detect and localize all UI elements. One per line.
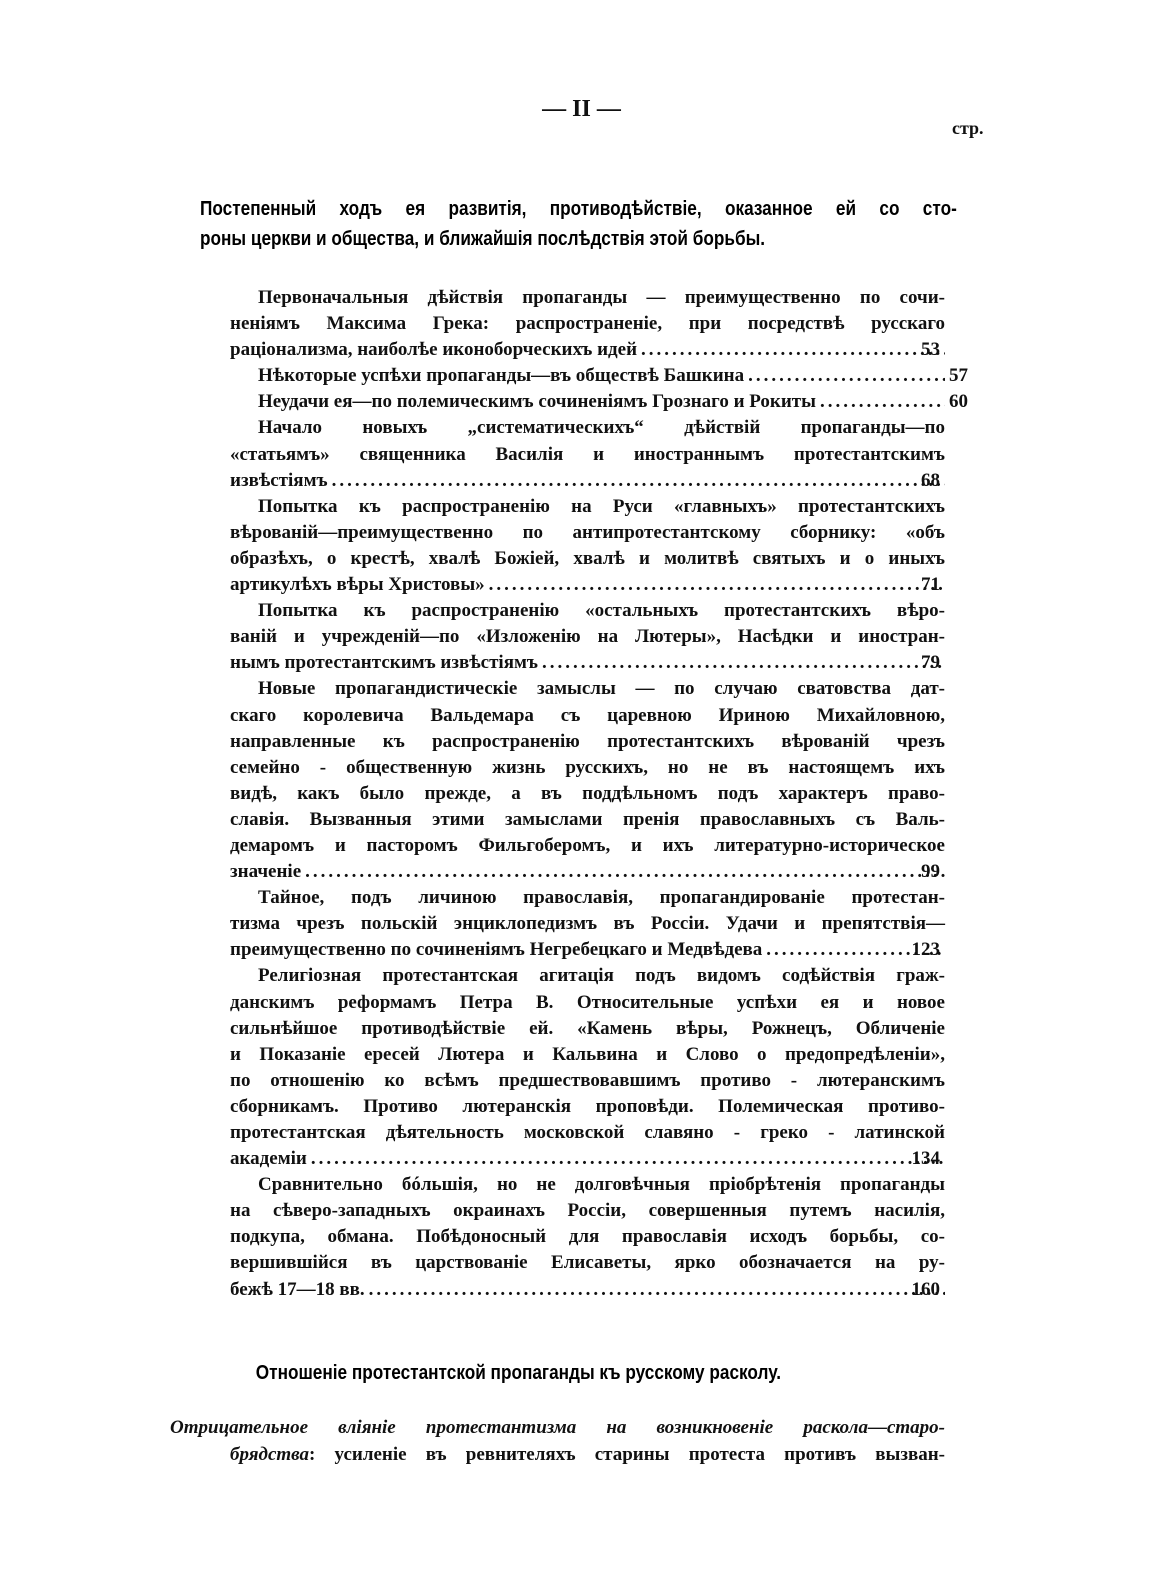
toc-line xyxy=(230,676,990,702)
toc-line-text: скаго королевича Вальдемара съ царевною Ириною Михайловною, xyxy=(230,704,945,726)
toc-line-text: Начало новыхъ „систематическихъ“ дѣйствій пропаганды—по xyxy=(258,417,945,439)
toc-line-text: Попытка къ распространенію «остальныхъ протестантскихъ вѣро- xyxy=(258,600,945,622)
toc-line xyxy=(230,859,945,885)
toc-line-text: семейно - общественную жизнь русскихъ, но не въ настоящемъ ихъ xyxy=(230,756,945,778)
toc-line-text: демаромъ и пасторомъ Фильгоберомъ, и ихъ литературно-историческое xyxy=(230,834,945,856)
toc-line-text: артикулѣхъ вѣры Христовы» xyxy=(230,574,485,596)
toc-line xyxy=(230,1042,990,1068)
toc-page-number: 53 xyxy=(921,339,940,361)
toc-entry xyxy=(230,389,990,415)
toc-line xyxy=(230,598,990,624)
toc-page-number: 123 xyxy=(911,939,940,961)
toc-line-text: Попытка къ распространенію на Руси «главныхъ» протестантскихъ xyxy=(258,495,945,517)
dot-leader xyxy=(641,337,945,363)
toc-line xyxy=(230,1094,990,1120)
toc-page-number: 71 xyxy=(921,574,940,596)
dot-leader xyxy=(311,1146,945,1172)
toc-line-text: вершившійся въ царствованіе Елисаветы, ярко обозначается на ру- xyxy=(230,1252,945,1274)
toc-line-text: Нѣкоторые успѣхи пропаганды—въ обществѣ Башкина xyxy=(258,365,745,387)
toc-line-text: извѣстіямъ xyxy=(230,469,328,491)
toc-line-text: Религіозная протестантская агитація подъ видомъ содѣйствія граж- xyxy=(258,965,945,987)
toc-page-number: 79 xyxy=(921,652,940,674)
toc-page-number: 99 xyxy=(921,861,940,883)
toc-line-text: неніямъ Максима Грека: распространеніе, при посредствѣ русскаго xyxy=(230,313,945,335)
toc-page-number: 68 xyxy=(921,469,940,491)
toc-line-text: образѣхъ, о крестѣ, хвалѣ Божіей, хвалѣ и молитвѣ святыхъ и о иныхъ xyxy=(230,547,945,569)
toc-line-text: вѣрованій—преимущественно по антипротестантскому сборнику: «объ xyxy=(230,521,945,543)
toc-page-number: 57 xyxy=(949,365,968,387)
toc-page-number: 160 xyxy=(911,1278,940,1300)
toc-line-text: видѣ, какъ было прежде, а въ поддѣльномъ подъ характеръ право- xyxy=(230,782,945,804)
toc-entry xyxy=(230,963,990,1172)
dot-leader xyxy=(820,389,945,415)
toc-page-number: 60 xyxy=(949,391,968,413)
toc-line-text: Неудачи ея—по полемическимъ сочиненіямъ Грознаго и Рокиты xyxy=(258,391,816,413)
toc-page-number: 134 xyxy=(911,1148,940,1170)
toc-line xyxy=(230,1068,990,1094)
dot-leader xyxy=(489,572,945,598)
toc-line xyxy=(230,781,990,807)
italic-text: брядства xyxy=(230,1444,310,1465)
toc-line-text: Первоначальныя дѣйствія пропаганды — преимущественно по сочи- xyxy=(258,287,945,308)
toc-line xyxy=(230,990,990,1016)
toc-line xyxy=(230,650,945,676)
toc-line xyxy=(258,363,968,389)
toc-line xyxy=(230,546,990,572)
toc-line xyxy=(230,729,990,755)
toc-line xyxy=(230,1224,990,1250)
heading-line: Постепенный ходъ ея развитія, противодѣйствіе, оказанное ей со сто- xyxy=(200,198,957,220)
toc-line-text: Новые пропагандистическіе замыслы — по случаю сватовства дат- xyxy=(258,678,945,700)
toc-line-text: данскимъ реформамъ Петра В. Относительные успѣхи ея и новое xyxy=(230,991,945,1013)
toc-line xyxy=(230,1120,990,1146)
toc-entry xyxy=(230,285,990,363)
toc-line-text: бежѣ 17—18 вв. xyxy=(230,1278,365,1300)
toc-line-text: славія. Вызванныя этими замыслами пренія православныхъ съ Валь- xyxy=(230,808,945,830)
toc-line xyxy=(230,885,990,911)
toc-line-text: и Показаніе ересей Лютера и Кальвина и Слово о предопредѣленіи», xyxy=(230,1043,945,1065)
paragraph-line xyxy=(170,1414,945,1441)
table-of-contents xyxy=(230,285,990,1303)
toc-line xyxy=(230,442,990,468)
paragraph-line xyxy=(230,1441,945,1468)
toc-entry xyxy=(230,598,990,676)
toc-line-text: по отношенію ко всѣмъ предшествовавшимъ противо - лютеранскимъ xyxy=(230,1069,945,1091)
toc-line-text: нымъ протестантскимъ извѣстіямъ xyxy=(230,652,539,674)
toc-line xyxy=(230,1198,990,1224)
toc-line xyxy=(230,1277,945,1303)
toc-entry xyxy=(230,676,990,885)
toc-line-text: академіи xyxy=(230,1148,307,1170)
toc-line xyxy=(230,963,990,989)
toc-entry xyxy=(230,363,990,389)
toc-line-text: раціонализма, наиболѣе иконоборческихъ идей xyxy=(230,339,638,361)
toc-line-text: тизма чрезъ польскій энциклопедизмъ въ Россіи. Удачи и препятствія— xyxy=(230,913,945,935)
toc-entry xyxy=(230,1172,990,1302)
toc-line-text: Тайное, подъ личиною православія, пропагандированіе протестан- xyxy=(258,887,945,909)
heading-line: роны церкви и общества, и ближайшія послѣдствія этой борьбы. xyxy=(200,228,766,250)
toc-line-text: сильнѣйшое противодѣйствіе ей. «Камень вѣры, Рожнецъ, Обличеніе xyxy=(230,1017,945,1039)
toc-line-text: подкупа, обмана. Побѣдоносный для православія исходъ борьбы, со- xyxy=(230,1226,945,1248)
toc-line xyxy=(230,1250,990,1276)
toc-line-text: Сравнительно бóльшія, но не долговѣчныя пріобрѣтенія пропаганды xyxy=(258,1174,945,1196)
toc-line xyxy=(230,833,990,859)
dot-leader xyxy=(332,468,945,494)
toc-line xyxy=(230,1146,945,1172)
toc-line-text: на сѣверо-западныхъ окраинахъ Россіи, совершенныя путемъ насилія, xyxy=(230,1200,945,1222)
toc-line xyxy=(230,911,990,937)
toc-line xyxy=(258,389,968,415)
toc-line-text: протестантская дѣятельность московской славяно - греко - латинской xyxy=(230,1122,945,1143)
toc-entry xyxy=(230,885,990,963)
toc-line xyxy=(230,572,945,598)
italic-text: Отрицательное вліяніе протестантизма на возникновеніе раскола—старо- xyxy=(170,1417,945,1438)
section-heading xyxy=(200,1358,960,1388)
toc-entry xyxy=(230,415,990,493)
page-column-label: стр. xyxy=(952,118,984,138)
toc-line xyxy=(230,807,990,833)
toc-line-text: преимущественно по сочиненіямъ Негребецкаго и Медвѣдева xyxy=(230,939,763,961)
toc-line xyxy=(230,494,990,520)
toc-line xyxy=(230,311,990,337)
toc-line-text: направленные къ распространенію протестантскихъ вѣрованій чрезъ xyxy=(230,730,945,752)
toc-line xyxy=(230,285,990,311)
dot-leader xyxy=(542,650,945,676)
toc-line xyxy=(230,755,990,781)
dot-leader xyxy=(748,363,945,389)
toc-line-text: значеніе xyxy=(230,861,302,883)
text: : усиленіе въ ревнителяхъ старины протеста противъ вызван- xyxy=(309,1444,945,1465)
toc-line xyxy=(230,937,945,963)
toc-line xyxy=(230,624,990,650)
toc-line xyxy=(230,468,945,494)
toc-line-text: ваній и учрежденій—по «Изложенію на Лютеры», Насѣдки и иностран- xyxy=(230,626,945,648)
toc-line-text: сборникамъ. Противо лютеранскія проповѣди. Полемическая противо- xyxy=(230,1095,945,1117)
toc-line xyxy=(230,415,990,441)
toc-line xyxy=(230,337,945,363)
toc-line xyxy=(230,703,990,729)
paragraph xyxy=(170,1414,945,1468)
heading-line: Отношеніе протестантской пропаганды къ русскому расколу. xyxy=(255,1362,782,1384)
dot-leader xyxy=(305,859,945,885)
page-number: — II — xyxy=(542,96,621,122)
toc-line-text: «статьямъ» священника Василія и иностраннымъ протестантскимъ xyxy=(230,443,945,465)
toc-entry xyxy=(230,494,990,598)
section-heading xyxy=(200,194,960,254)
toc-line xyxy=(230,520,990,546)
toc-line xyxy=(230,1172,990,1198)
toc-line xyxy=(230,1016,990,1042)
dot-leader xyxy=(369,1277,945,1303)
